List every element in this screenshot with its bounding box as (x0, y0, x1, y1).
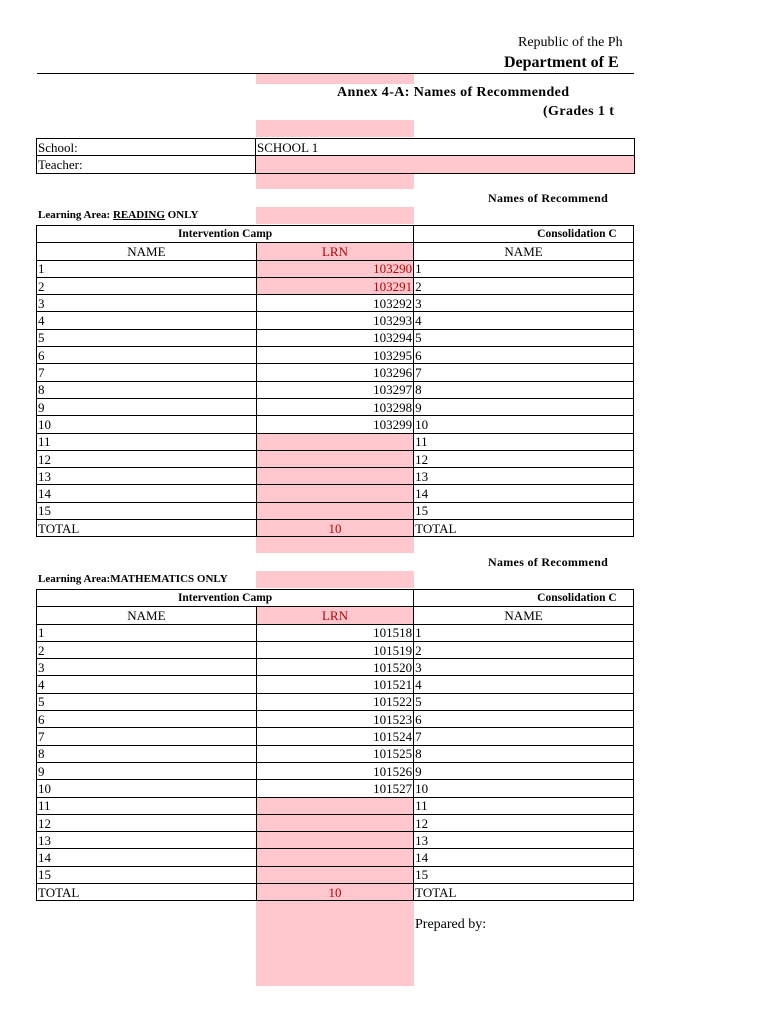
table-row (37, 659, 634, 676)
grades-box (530, 104, 634, 122)
row-number-2[interactable]: 9 (414, 762, 634, 779)
lrn-cell[interactable]: 103291 (256, 277, 413, 294)
table-row (37, 780, 634, 797)
lrn-cell[interactable]: 101520 (256, 659, 413, 676)
reading-area-name: READING (112, 209, 165, 221)
row-number[interactable]: 10 (37, 780, 257, 797)
school-row (37, 139, 635, 156)
table-row (37, 260, 634, 277)
row-number-2[interactable]: 2 (414, 277, 634, 294)
row-number[interactable]: 11 (37, 797, 257, 814)
lrn-cell[interactable]: 103292 (256, 295, 413, 312)
lrn-cell[interactable]: 103295 (256, 347, 413, 364)
math-total-value: 10 (256, 884, 413, 901)
table-row (37, 433, 634, 450)
table-row (37, 624, 634, 641)
math-names-heading: Names of Recommend (488, 555, 609, 569)
row-number[interactable]: 1 (37, 260, 257, 277)
reading-names-heading: Names of Recommend (488, 191, 609, 205)
table-row (37, 641, 634, 658)
row-number-2[interactable]: 13 (414, 832, 634, 849)
table-row (37, 381, 634, 398)
row-number[interactable]: 10 (37, 416, 257, 433)
lrn-cell[interactable] (256, 468, 413, 485)
row-number[interactable]: 7 (37, 728, 257, 745)
table-row (37, 312, 634, 329)
header-dept-box (400, 53, 634, 75)
republic-text: Republic of the Ph (518, 35, 623, 50)
row-number-2[interactable]: 10 (414, 416, 634, 433)
lrn-cell[interactable] (256, 832, 413, 849)
header-divider (37, 73, 634, 74)
row-number-2[interactable]: 15 (414, 866, 634, 883)
table-row (37, 762, 634, 779)
table-row (37, 797, 634, 814)
lrn-cell[interactable]: 103294 (256, 329, 413, 346)
row-number[interactable]: 9 (37, 762, 257, 779)
lrn-cell[interactable]: 103299 (256, 416, 413, 433)
row-number[interactable]: 2 (37, 641, 257, 658)
highlight-strip (256, 537, 414, 553)
annex-title-box (330, 83, 634, 103)
row-number-2[interactable]: 7 (414, 364, 634, 381)
table-row (37, 364, 634, 381)
table-row (37, 814, 634, 831)
row-number-2[interactable]: 8 (414, 745, 634, 762)
teacher-label: Teacher: (37, 156, 256, 173)
table-row (37, 450, 634, 467)
school-label: School: (37, 139, 256, 156)
lrn-cell[interactable]: 101518 (256, 624, 413, 641)
row-number-2[interactable]: 5 (414, 329, 634, 346)
row-number[interactable]: 1 (37, 624, 257, 641)
lrn-cell[interactable]: 101523 (256, 711, 413, 728)
row-number[interactable]: 2 (37, 277, 257, 294)
row-number[interactable]: 9 (37, 398, 257, 415)
row-number-2[interactable]: 7 (414, 728, 634, 745)
table-row (37, 676, 634, 693)
row-number[interactable]: 15 (37, 502, 257, 519)
reading-table (36, 225, 634, 537)
teacher-row (37, 156, 635, 173)
reading-total-label: TOTAL (37, 520, 257, 537)
table-row (37, 329, 634, 346)
math-col-name: NAME (37, 607, 257, 624)
row-number-2[interactable]: 13 (414, 468, 634, 485)
table-row (37, 398, 634, 415)
table-row (37, 693, 634, 710)
row-number[interactable]: 15 (37, 866, 257, 883)
reading-area-label: Learning Area: READING ONLY (38, 209, 199, 221)
lrn-cell[interactable] (256, 485, 413, 502)
row-number[interactable]: 4 (37, 676, 257, 693)
row-number-2[interactable]: 3 (414, 295, 634, 312)
row-number-2[interactable]: 6 (414, 711, 634, 728)
row-number[interactable]: 14 (37, 485, 257, 502)
lrn-cell[interactable] (256, 866, 413, 883)
department-title: Department of E (504, 54, 619, 71)
highlight-strip (256, 207, 414, 224)
row-number[interactable]: 8 (37, 381, 257, 398)
reading-col-lrn: LRN (256, 243, 413, 260)
row-number-2[interactable]: 8 (414, 381, 634, 398)
teacher-value[interactable] (256, 156, 635, 173)
row-number-2[interactable]: 14 (414, 849, 634, 866)
lrn-cell[interactable]: 101524 (256, 728, 413, 745)
lrn-cell[interactable] (256, 502, 413, 519)
row-number-2[interactable]: 5 (414, 693, 634, 710)
lrn-cell[interactable]: 101527 (256, 780, 413, 797)
row-number-2[interactable]: 11 (414, 797, 634, 814)
row-number[interactable]: 8 (37, 745, 257, 762)
row-number-2[interactable]: 12 (414, 450, 634, 467)
lrn-cell[interactable]: 101522 (256, 693, 413, 710)
table-row (37, 711, 634, 728)
table-row (37, 295, 634, 312)
math-area-label: Learning Area:MATHEMATICS ONLY (38, 573, 228, 585)
prepared-by-label: Prepared by: (415, 917, 487, 932)
reading-consolidation-title: Consolidation C (414, 226, 634, 243)
row-number[interactable]: 7 (37, 364, 257, 381)
table-row (37, 347, 634, 364)
reading-intervention-title: Intervention Camp (37, 226, 414, 243)
row-number-2[interactable]: 15 (414, 502, 634, 519)
row-number-2[interactable]: 2 (414, 641, 634, 658)
row-number[interactable]: 4 (37, 312, 257, 329)
header-republic-box (400, 34, 634, 54)
table-row (37, 745, 634, 762)
table-row (37, 849, 634, 866)
row-number[interactable]: 5 (37, 329, 257, 346)
lrn-cell[interactable]: 103298 (256, 398, 413, 415)
reading-col-name2: NAME (414, 243, 634, 260)
lrn-cell[interactable] (256, 814, 413, 831)
row-number[interactable]: 3 (37, 659, 257, 676)
math-total-label: TOTAL (37, 884, 257, 901)
table-row (37, 277, 634, 294)
row-number[interactable]: 6 (37, 347, 257, 364)
lrn-cell[interactable] (256, 450, 413, 467)
grades-subtitle: (Grades 1 t (543, 104, 615, 119)
math-total-label2: TOTAL (414, 884, 634, 901)
row-number-2[interactable]: 6 (414, 347, 634, 364)
row-number-2[interactable]: 1 (414, 260, 634, 277)
reading-total-value: 10 (256, 520, 413, 537)
lrn-cell[interactable]: 101519 (256, 641, 413, 658)
row-number[interactable]: 14 (37, 849, 257, 866)
math-consolidation-title: Consolidation C (414, 590, 634, 607)
row-number-2[interactable]: 11 (414, 433, 634, 450)
table-row (37, 485, 634, 502)
row-number[interactable]: 13 (37, 832, 257, 849)
row-number-2[interactable]: 9 (414, 398, 634, 415)
lrn-cell[interactable]: 103296 (256, 364, 413, 381)
row-number-2[interactable]: 3 (414, 659, 634, 676)
table-row (37, 866, 634, 883)
lrn-cell[interactable]: 103297 (256, 381, 413, 398)
row-number[interactable]: 11 (37, 433, 257, 450)
math-col-lrn: LRN (256, 607, 413, 624)
math-table (36, 589, 634, 901)
info-table (36, 138, 635, 174)
lrn-cell[interactable] (256, 433, 413, 450)
highlight-strip (256, 173, 414, 189)
row-number[interactable]: 6 (37, 711, 257, 728)
row-number-2[interactable]: 14 (414, 485, 634, 502)
highlight-strip (256, 571, 414, 588)
row-number[interactable]: 13 (37, 468, 257, 485)
row-number[interactable]: 12 (37, 450, 257, 467)
row-number[interactable]: 3 (37, 295, 257, 312)
school-value[interactable]: SCHOOL 1 (256, 139, 635, 156)
lrn-cell[interactable]: 101521 (256, 676, 413, 693)
row-number-2[interactable]: 4 (414, 676, 634, 693)
table-row (37, 468, 634, 485)
annex-title: Annex 4-A: Names of Recommended (337, 85, 570, 100)
lrn-cell[interactable]: 103290 (256, 260, 413, 277)
highlight-strip (256, 120, 414, 137)
lrn-cell[interactable]: 103293 (256, 312, 413, 329)
highlight-strip (256, 900, 414, 986)
table-row (37, 728, 634, 745)
row-number-2[interactable]: 4 (414, 312, 634, 329)
reading-heading-box (480, 190, 634, 207)
reading-total-label2: TOTAL (414, 520, 634, 537)
row-number-2[interactable]: 10 (414, 780, 634, 797)
lrn-cell[interactable] (256, 849, 413, 866)
lrn-cell[interactable]: 101525 (256, 745, 413, 762)
math-col-name2: NAME (414, 607, 634, 624)
lrn-cell[interactable] (256, 797, 413, 814)
row-number[interactable]: 5 (37, 693, 257, 710)
reading-col-name: NAME (37, 243, 257, 260)
lrn-cell[interactable]: 101526 (256, 762, 413, 779)
math-intervention-title: Intervention Camp (37, 590, 414, 607)
row-number[interactable]: 12 (37, 814, 257, 831)
row-number-2[interactable]: 1 (414, 624, 634, 641)
table-row (37, 502, 634, 519)
table-row (37, 832, 634, 849)
table-row (37, 416, 634, 433)
math-heading-box (480, 554, 634, 571)
row-number-2[interactable]: 12 (414, 814, 634, 831)
